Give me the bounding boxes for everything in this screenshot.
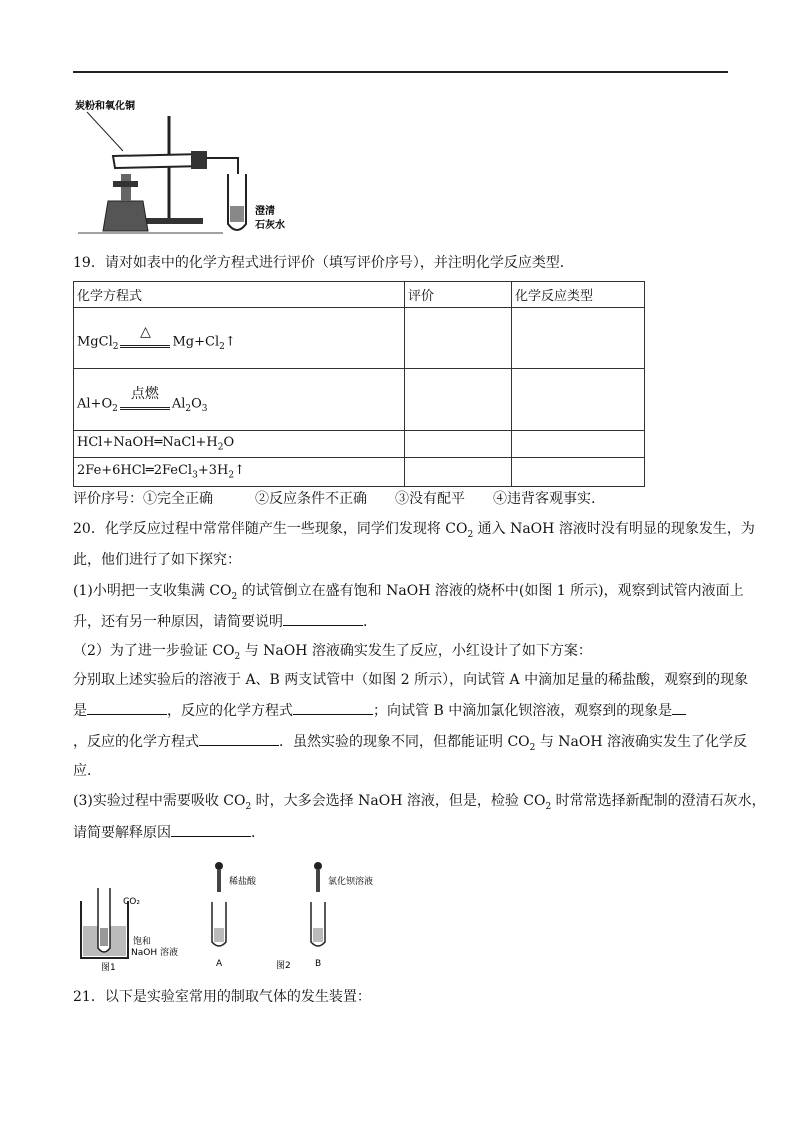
equation-cell: MgCl$_2$ △ $Mg+Cl_2↑$ [74,308,405,369]
ignition-condition: 点燃 [130,385,159,402]
evaluation-answer-cell[interactable] [405,458,512,487]
fig1-solution-label-1: 饱和 [133,937,152,947]
evaluation-answer-cell[interactable] [405,431,512,458]
q19-prompt: 19．请对如表中的化学方程式进行评价（填写评价序号），并注明化学反应类型． [73,255,574,271]
header-equation: 化学方程式 [74,282,405,308]
reaction-type-answer-cell[interactable] [512,308,645,369]
reaction-type-answer-cell[interactable] [512,431,645,458]
table-row [74,369,645,431]
table-header-row [74,282,645,308]
fig2-hcl-label: 稀盐酸 [229,877,257,887]
header-rule [73,71,728,73]
table-row [74,458,645,487]
table-row [74,308,645,369]
q20-line-8: ，反应的化学方程式 ．虽然实验的现象不同，但都能证明 $CO_2$ 与 NaOH 溶液确实发生了化学反 [73,731,747,758]
q20-line-10: (3)实验过程中需要吸收 $CO_2$ 时，大多会选择 NaOH 溶液，但是，检验 $CO_2$ 时常常选择新配制的澄清石灰水， [73,793,766,812]
answer-blank[interactable] [672,700,686,715]
q21-prompt: 21．以下是实验室常用的制取气体的发生装置： [73,989,371,1005]
equation-cell: $2Fe+6HCl═2FeCl_3+3H_2↑$ [74,458,405,487]
table-row [74,431,645,458]
header-evaluation: 评价 [405,282,512,308]
header-reaction-type: 化学反应类型 [512,282,645,308]
fig2-label: 图2 [276,961,291,971]
evaluation-answer-cell[interactable] [405,369,512,431]
fig2-bacl2-label: 氯化钡溶液 [328,877,374,887]
heat-symbol: △ [140,324,151,340]
answer-blank[interactable] [199,731,279,746]
q20-line-7: 是 ，反应的化学方程式 ；向试管 B 中滴加氯化钡溶液，观察到的现象是 [73,700,686,721]
co2-naoh-figures [73,856,403,976]
apparatus-label-top: 炭粉和氧化铜 [75,101,135,112]
equation-cell: $Al+O_2$ 点燃 $Al_2O_3$ [74,369,405,431]
evaluation-legend: 评价序号：①完全正确 ②反应条件不正确 ③没有配平 ④违背客观事实. [73,491,596,507]
q20-line-1: 20．化学反应过程中常常伴随产生一些现象，同学们发现将 $CO_2$ 通入 NaOH 溶液时没有明显的现象发生，为 [73,521,755,540]
fig1-label: 图1 [101,963,116,973]
answer-blank[interactable] [293,700,373,715]
evaluation-answer-cell[interactable] [405,308,512,369]
equation-cell: $HCl+NaOH═NaCl+H_2O$ [74,431,405,458]
q20-line-6: 分别取上述实验后的溶液于 A、B 两支试管中（如图 2 所示），向试管 A 中滴加足量的稀盐酸，观察到的现象 [73,672,749,688]
reaction-type-answer-cell[interactable] [512,369,645,431]
answer-blank[interactable] [171,822,251,837]
q20-line-11: 请简要解释原因 ． [73,822,265,843]
reaction-type-answer-cell[interactable] [512,458,645,487]
apparatus-label-right-1: 澄清 [255,206,275,217]
q20-line-3: (1)小明把一支收集满 $CO_2$ 的试管倒立在盛有饱和 NaOH 溶液的烧杯中(如图 1 所示)，观察到试管内液面上 [73,583,744,602]
q20-line-4: 升，还有另一种原因，请简要说明 ． [73,611,377,632]
answer-blank[interactable] [283,611,363,626]
fig1-co2-label: CO₂ [123,897,140,907]
q20-line-9: 应． [73,763,101,779]
q20-line-5: （2）为了进一步验证 $CO_2$ 与 NaOH 溶液确实发生了反应，小红设计了如下方案： [73,643,592,662]
fig1-solution-label-2: NaOH 溶液 [131,948,178,958]
tube-a-label: A [216,959,223,969]
co-reduction-apparatus-figure [73,96,313,241]
answer-blank[interactable] [87,700,167,715]
apparatus-label-right-2: 石灰水 [255,220,285,231]
tube-b-label: B [315,959,322,969]
equation-evaluation-table [73,281,645,487]
q20-line-2: 此，他们进行了如下探究： [73,552,241,568]
